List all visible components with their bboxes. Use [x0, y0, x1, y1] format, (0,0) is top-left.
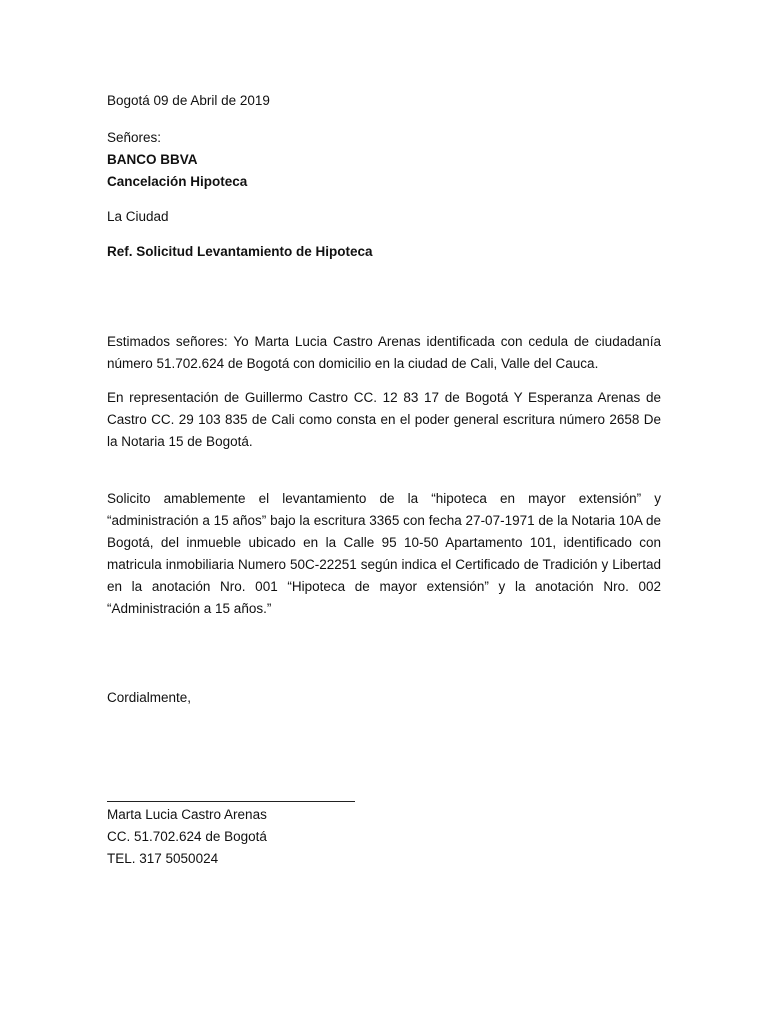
recipient-city: La Ciudad	[107, 209, 169, 224]
signer-phone: TEL. 317 5050024	[107, 851, 219, 866]
recipient-block	[107, 127, 661, 193]
body-paragraph-request: Solicito amablemente el levantamiento de la “hipoteca en mayor extensión” y “administración a 15 años” bajo la escritura 3365 con fecha 27-07-1971 de la Notaria 10A de Bogotá, del inmueble ubicado en la Calle 95 10-50 Apartamento 101, identificado con matricula inmobiliaria Numero 50C-22251 según indica el Certificado de Tradición y Libertad en la anotación Nro. 001 “Hipoteca de mayor extensión” y la anotación Nro. 002 “Administración a 15 años.”	[107, 491, 661, 616]
recipient-department: Cancelación Hipoteca	[107, 174, 248, 189]
salutation-header: Señores:	[107, 130, 162, 145]
signature-line	[107, 801, 355, 802]
signer-id: CC. 51.702.624 de Bogotá	[107, 829, 267, 844]
body-paragraph-representation: En representación de Guillermo Castro CC. 12 83 17 de Bogotá Y Esperanza Arenas de Castro CC. 29 103 835 de Cali como consta en el poder general escritura número 2658 De la Notaria 15 de Bogotá.	[107, 390, 661, 449]
recipient-name: BANCO BBVA	[107, 152, 198, 167]
reference-line: Ref. Solicitud Levantamiento de Hipoteca	[107, 244, 373, 259]
signer-name: Marta Lucia Castro Arenas	[107, 807, 267, 822]
letter-body	[107, 90, 661, 870]
body-paragraph-intro: Estimados señores: Yo Marta Lucia Castro Arenas identificada con cedula de ciudadanía número 51.702.624 de Bogotá con domicilio en la ciudad de Cali, Valle del Cauca.	[107, 334, 661, 371]
closing: Cordialmente,	[107, 690, 192, 705]
letter-date: Bogotá 09 de Abril de 2019	[107, 93, 270, 108]
